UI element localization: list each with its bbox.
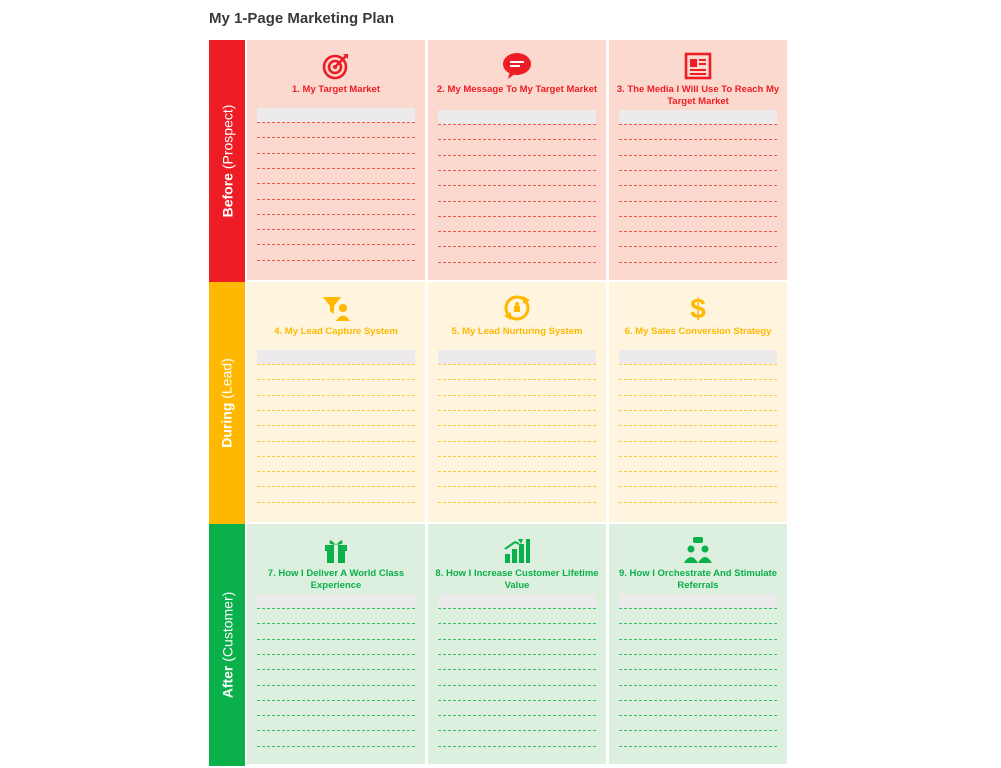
plan-cell-9 [609,524,787,764]
funnel-person-icon [247,294,425,322]
writing-line [438,395,596,396]
band-label-sub: (Prospect) [219,104,236,170]
growth-chart-icon [428,536,606,564]
writing-line [619,608,777,609]
writing-line [619,379,777,380]
writing-line [438,441,596,442]
band-before [209,40,245,282]
page-title: My 1-Page Marketing Plan [209,10,395,27]
writing-line [257,669,415,670]
writing-line [438,608,596,609]
writing-line [438,216,596,217]
writing-line [257,425,415,426]
plan-cell-6 [609,282,787,522]
plan-cell-4 [247,282,425,522]
writing-line [257,700,415,701]
writing-line [619,216,777,217]
people-referral-icon [609,536,787,564]
writing-line [619,425,777,426]
writing-line [257,214,415,215]
writing-line [619,201,777,202]
plan-cell-3 [609,40,787,280]
writing-line [257,244,415,245]
writing-line [438,185,596,186]
writing-line [438,502,596,503]
writing-line [619,441,777,442]
cell-title: 9. How I Orchestrate And Stimulate Referrals [618,568,778,591]
writing-lines[interactable] [619,350,777,510]
band-label-bold: During [219,402,235,448]
refresh-cycle-icon [428,294,606,322]
band-label-sub: (Customer) [219,591,236,662]
writing-line [438,669,596,670]
writing-line [619,654,777,655]
writing-line [619,185,777,186]
writing-line [619,410,777,411]
plan-cell-2 [428,40,606,280]
cell-title: 4. My Lead Capture System [274,326,398,337]
newspaper-icon [609,52,787,80]
plan-cell-5 [428,282,606,522]
writing-line [619,155,777,156]
writing-line [438,201,596,202]
writing-lines[interactable] [619,594,777,752]
cell-title: 1. My Target Market [292,84,380,95]
writing-line [257,137,415,138]
writing-line [257,122,415,123]
writing-line [257,199,415,200]
writing-lines[interactable] [257,594,415,752]
writing-line [619,685,777,686]
writing-line [257,379,415,380]
writing-line [619,669,777,670]
writing-lines[interactable] [257,108,415,268]
gift-icon [247,536,425,564]
plan-cell-8 [428,524,606,764]
band-after [209,524,245,766]
writing-line [438,456,596,457]
writing-line [619,170,777,171]
writing-line [257,715,415,716]
writing-line [619,139,777,140]
writing-line [619,456,777,457]
writing-line [257,746,415,747]
writing-lines[interactable] [438,110,596,268]
writing-line [257,471,415,472]
cell-title: 8. How I Increase Customer Lifetime Value [435,568,599,591]
band-during [209,282,245,524]
writing-line [257,395,415,396]
writing-line [619,486,777,487]
band-label [219,592,235,699]
writing-line [619,231,777,232]
writing-line [438,262,596,263]
writing-line [438,170,596,171]
writing-line [438,746,596,747]
band-label-sub: (Lead) [219,358,235,399]
writing-line [619,730,777,731]
writing-line [438,730,596,731]
writing-line [619,502,777,503]
target-icon [247,52,425,80]
writing-line [257,364,415,365]
writing-line [438,364,596,365]
writing-line [438,246,596,247]
writing-line [619,700,777,701]
writing-line [438,155,596,156]
writing-line [619,715,777,716]
writing-line [257,410,415,411]
writing-line [257,730,415,731]
cell-title: 7. How I Deliver A World Class Experience [267,568,405,591]
band-label [219,105,235,218]
writing-line [257,183,415,184]
writing-line [257,153,415,154]
writing-lines[interactable] [438,350,596,510]
writing-line [257,486,415,487]
writing-line [257,608,415,609]
writing-line [619,395,777,396]
writing-line [257,168,415,169]
writing-line [438,425,596,426]
band-label-bold: After [219,665,236,699]
writing-line [619,623,777,624]
writing-lines[interactable] [257,350,415,510]
writing-line [257,502,415,503]
writing-line [619,746,777,747]
writing-line [257,456,415,457]
writing-line [438,715,596,716]
writing-line [438,139,596,140]
writing-line [438,654,596,655]
cell-title: 6. My Sales Conversion Strategy [624,326,772,337]
writing-line [257,623,415,624]
plan-cell-7 [247,524,425,764]
writing-line [619,639,777,640]
writing-line [257,260,415,261]
marketing-plan-grid [209,40,788,766]
writing-line [438,486,596,487]
writing-line [438,623,596,624]
writing-line [257,685,415,686]
writing-line [257,639,415,640]
writing-line [438,700,596,701]
writing-line [438,124,596,125]
writing-line [438,471,596,472]
writing-line [438,379,596,380]
speech-bubble-icon [428,52,606,80]
writing-line [438,639,596,640]
writing-line [619,364,777,365]
cell-title: 2. My Message To My Target Market [436,84,598,95]
cell-title: 3. The Media I Will Use To Reach My Target Market [616,84,780,107]
writing-line [257,229,415,230]
band-label [219,358,235,447]
writing-line [619,262,777,263]
writing-line [438,231,596,232]
writing-line [438,410,596,411]
dollar-icon [609,294,787,322]
plan-cell-1 [247,40,425,280]
writing-lines[interactable] [619,110,777,268]
writing-line [257,441,415,442]
svg-text:$: $ [690,294,706,322]
writing-line [619,471,777,472]
writing-line [438,685,596,686]
cell-title: 5. My Lead Nurturing System [451,326,583,337]
writing-line [619,124,777,125]
band-label-bold: Before [219,173,236,218]
writing-lines[interactable] [438,594,596,752]
writing-line [619,246,777,247]
writing-line [257,654,415,655]
